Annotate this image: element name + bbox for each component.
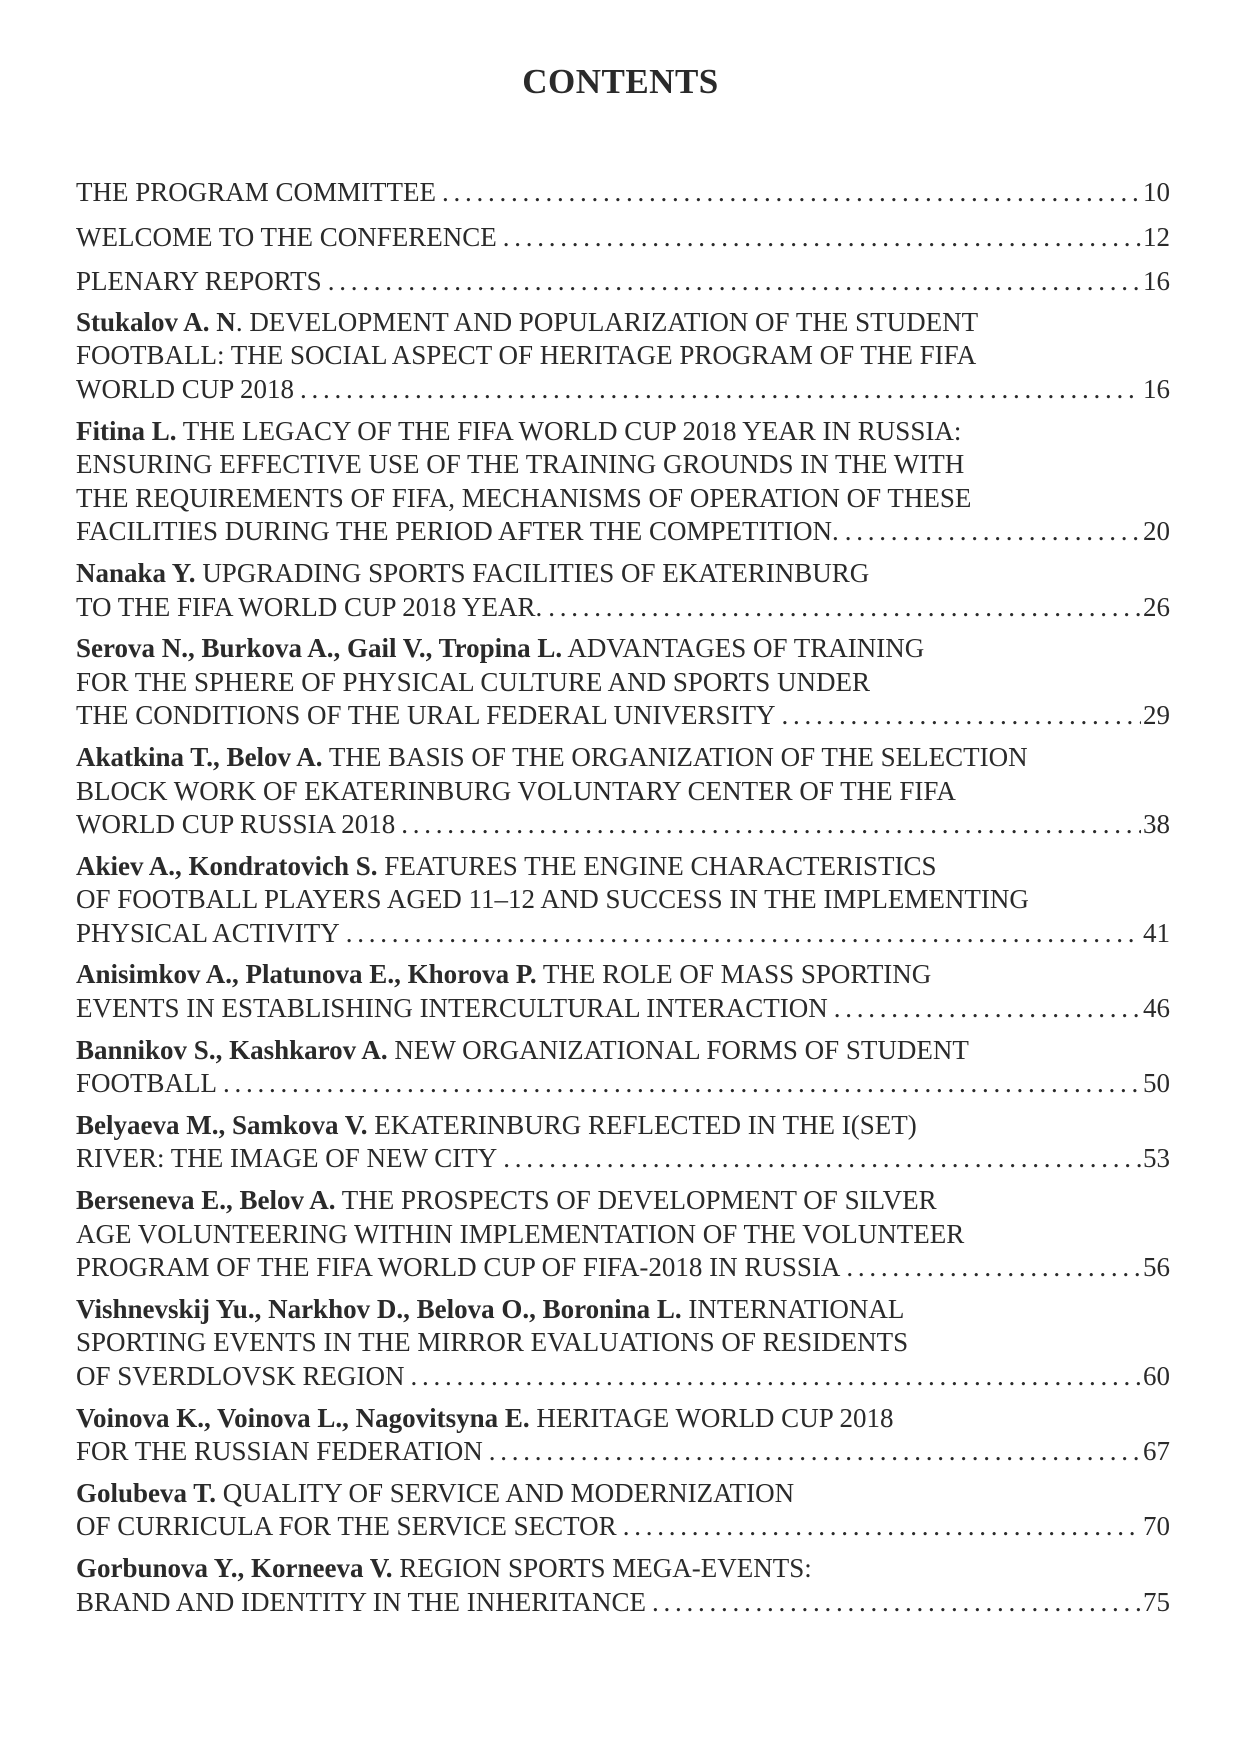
toc-entry-first-line	[76, 1034, 1170, 1068]
toc-page-number: 12	[1143, 221, 1170, 252]
toc-author: Voinova K., Voinova L., Nagovitsyna E.	[76, 1402, 530, 1433]
dot-leader	[503, 1142, 1141, 1176]
toc-entry-title: TO THE FIFA WORLD CUP 2018 YEAR.	[76, 591, 543, 622]
toc-entry[interactable]	[76, 632, 1170, 733]
toc-author: Akatkina T., Belov A.	[76, 741, 323, 772]
toc-entry-title: EVENTS IN ESTABLISHING INTERCULTURAL INTERACTION	[76, 993, 828, 1024]
dot-leader	[623, 1510, 1141, 1544]
toc-title-part: UPGRADING SPORTS FACILITIES OF EKATERINBURG	[195, 557, 870, 588]
toc-entry[interactable]	[76, 265, 1170, 299]
toc-entry-title: PLENARY REPORTS	[76, 266, 322, 297]
toc-entry[interactable]	[76, 1184, 1170, 1285]
toc-entry-first-line	[76, 1402, 1170, 1436]
toc-title-part: ADVANTAGES OF TRAINING	[562, 633, 925, 664]
toc-entry-last-line	[76, 176, 1170, 210]
toc-entry[interactable]	[76, 1109, 1170, 1176]
toc-title-part: HERITAGE WORLD CUP 2018	[529, 1402, 894, 1433]
toc-author: Fitina L.	[76, 415, 177, 446]
toc-page-number: 67	[1143, 1436, 1170, 1467]
toc-author: Stukalov A. N	[76, 306, 236, 337]
dot-leader	[503, 221, 1141, 255]
toc-entry-title: FOOTBALL	[76, 1068, 217, 1099]
dot-leader	[328, 265, 1141, 299]
toc-entry-first-line	[76, 632, 1170, 666]
toc-entry-title: THE PROGRAM COMMITTEE	[76, 177, 437, 207]
dot-leader	[346, 917, 1141, 951]
toc-entry[interactable]	[76, 557, 1170, 624]
toc-page-number: 16	[1143, 266, 1170, 297]
toc-entry-first-line	[76, 1477, 1170, 1511]
toc-entry-first-line	[76, 958, 1170, 992]
toc-author: Anisimkov A., Platunova E., Khorova P.	[76, 959, 537, 990]
toc-entry-line: FOOTBALL: THE SOCIAL ASPECT OF HERITAGE PROGRAM OF THE FIFA	[76, 340, 977, 371]
toc-author: Serova N., Burkova A., Gail V., Tropina L.	[76, 633, 563, 664]
toc-entry-title: WORLD CUP RUSSIA 2018	[76, 809, 396, 840]
toc-entry-line: AGE VOLUNTEERING WITHIN IMPLEMENTATION OF THE VOLUNTEER	[76, 1218, 965, 1249]
toc-entry-last-line	[76, 221, 1170, 255]
toc-entry-last-line	[76, 992, 1170, 1026]
toc-entry[interactable]	[76, 1402, 1170, 1469]
dot-leader	[411, 1360, 1141, 1394]
toc-title-part: THE ROLE OF MASS SPORTING	[536, 959, 932, 990]
toc-entry-last-line	[76, 1435, 1170, 1469]
page-title: CONTENTS	[522, 62, 719, 101]
toc-author: Akiev A., Kondratovich S.	[76, 850, 378, 881]
toc-title-part: . DEVELOPMENT AND POPULARIZATION OF THE STUDENT	[235, 306, 979, 337]
dot-leader	[300, 373, 1141, 407]
toc-page-number: 50	[1143, 1068, 1170, 1099]
toc-entry-first-line	[76, 1293, 1170, 1327]
dot-leader	[489, 1435, 1141, 1469]
toc-author: Belyaeva M., Samkova V.	[76, 1109, 368, 1140]
toc-entry[interactable]	[76, 306, 1170, 407]
table-of-contents	[76, 176, 1170, 1619]
toc-entry[interactable]	[76, 1477, 1170, 1544]
toc-entry-last-line	[76, 373, 1170, 407]
toc-entry-title: OF SVERDLOVSK REGION	[76, 1361, 405, 1391]
toc-entry[interactable]	[76, 741, 1170, 842]
toc-page-number: 46	[1143, 993, 1170, 1024]
toc-entry-title: FACILITIES DURING THE PERIOD AFTER THE COMPETITION.	[76, 516, 839, 547]
toc-author: Golubeva T.	[76, 1477, 217, 1508]
toc-entry-first-line	[76, 1552, 1170, 1586]
toc-page-number: 29	[1143, 700, 1170, 731]
toc-entry[interactable]	[76, 1034, 1170, 1101]
toc-page-number: 26	[1143, 591, 1170, 622]
dot-leader	[834, 992, 1141, 1026]
toc-title-part: FEATURES THE ENGINE CHARACTERISTICS	[377, 850, 937, 881]
toc-entry-first-line	[76, 850, 1170, 884]
toc-page-number: 53	[1143, 1143, 1170, 1174]
toc-author: Bannikov S., Kashkarov A.	[76, 1034, 388, 1065]
toc-entry-title: PROGRAM OF THE FIFA WORLD CUP OF FIFA-2018 IN RUSSIA	[76, 1252, 841, 1283]
toc-title-part: NEW ORGANIZATIONAL FORMS OF STUDENT	[387, 1034, 969, 1065]
dot-leader	[652, 1586, 1141, 1620]
dot-leader	[401, 808, 1141, 842]
toc-page-number: 38	[1143, 809, 1170, 840]
toc-entry-first-line	[76, 1109, 1170, 1143]
toc-entry-last-line	[76, 1142, 1170, 1176]
toc-entry-line: OF FOOTBALL PLAYERS AGED 11–12 AND SUCCESS IN THE IMPLEMENTING	[76, 884, 1029, 915]
toc-entry[interactable]	[76, 176, 1170, 210]
toc-entry-last-line	[76, 1067, 1170, 1101]
toc-entry-line: FOR THE SPHERE OF PHYSICAL CULTURE AND SPORTS UNDER	[76, 666, 871, 697]
dot-leader	[846, 1251, 1141, 1285]
toc-entry-last-line	[76, 1251, 1170, 1285]
toc-entry-last-line	[76, 515, 1170, 549]
toc-title-part: THE PROSPECTS OF DEVELOPMENT OF SILVER	[335, 1185, 937, 1216]
dot-leader	[442, 176, 1141, 210]
toc-entry-title: BRAND AND IDENTITY IN THE INHERITANCE	[76, 1586, 647, 1617]
toc-entry-first-line	[76, 1184, 1170, 1218]
toc-entry-first-line	[76, 741, 1170, 775]
toc-entry-title: RIVER: THE IMAGE OF NEW CITY	[76, 1143, 498, 1174]
toc-entry-title: OF CURRICULA FOR THE SERVICE SECTOR	[76, 1511, 617, 1542]
toc-title-part: THE BASIS OF THE ORGANIZATION OF THE SELECTION	[322, 741, 1028, 772]
toc-entry-title: PHYSICAL ACTIVITY	[76, 917, 340, 948]
toc-entry-line: BLOCK WORK OF EKATERINBURG VOLUNTARY CENTER OF THE FIFA	[76, 775, 956, 806]
toc-entry-line: ENSURING EFFECTIVE USE OF THE TRAINING GROUNDS IN THE WITH	[76, 449, 965, 480]
toc-entry-line: THE REQUIREMENTS OF FIFA, MECHANISMS OF OPERATION OF THESE	[76, 482, 972, 513]
toc-entry-first-line	[76, 415, 1170, 449]
toc-title-part: INTERNATIONAL	[681, 1293, 905, 1324]
toc-entry[interactable]	[76, 221, 1170, 255]
toc-entry-title: WORLD CUP 2018	[76, 373, 295, 404]
toc-entry-last-line	[76, 591, 1170, 625]
toc-author: Berseneva E., Belov A.	[76, 1185, 336, 1216]
dot-leader	[781, 699, 1141, 733]
dot-leader	[845, 515, 1141, 549]
toc-entry-last-line	[76, 699, 1170, 733]
toc-page-number: 60	[1143, 1361, 1170, 1391]
toc-entry[interactable]	[76, 415, 1170, 549]
toc-entry-last-line	[76, 1510, 1170, 1544]
toc-entry[interactable]	[76, 958, 1170, 1025]
toc-entry-last-line	[76, 808, 1170, 842]
toc-entry-last-line	[76, 1586, 1170, 1620]
toc-author: Nanaka Y.	[76, 557, 196, 588]
toc-entry-title: THE CONDITIONS OF THE URAL FEDERAL UNIVERSITY	[76, 700, 776, 731]
toc-page-number: 20	[1143, 516, 1170, 547]
toc-entry[interactable]	[76, 1552, 1170, 1619]
toc-entry-last-line	[76, 265, 1170, 299]
toc-entry[interactable]	[76, 1293, 1170, 1394]
toc-entry-last-line	[76, 917, 1170, 951]
toc-title-part: QUALITY OF SERVICE AND MODERNIZATION	[216, 1477, 795, 1508]
toc-entry-first-line	[76, 306, 1170, 340]
toc-entry-line: SPORTING EVENTS IN THE MIRROR EVALUATIONS OF RESIDENTS	[76, 1327, 909, 1358]
toc-page-number: 41	[1143, 917, 1170, 948]
toc-page-number: 70	[1143, 1511, 1170, 1542]
dot-leader	[223, 1067, 1141, 1101]
toc-entry-first-line	[76, 557, 1170, 591]
toc-page-number: 16	[1143, 373, 1170, 404]
toc-page-number: 10	[1143, 177, 1170, 207]
toc-entry-title: FOR THE RUSSIAN FEDERATION	[76, 1436, 483, 1467]
toc-entry-title: WELCOME TO THE CONFERENCE	[76, 221, 497, 252]
toc-author: Gorbunova Y., Korneeva V.	[76, 1552, 393, 1583]
toc-entry[interactable]	[76, 850, 1170, 951]
toc-page-number: 75	[1143, 1586, 1170, 1617]
toc-entry-last-line	[76, 1360, 1170, 1394]
toc-author: Vishnevskij Yu., Narkhov D., Belova O., Boronina L.	[76, 1293, 682, 1324]
toc-page-number: 56	[1143, 1252, 1170, 1283]
toc-title-part: EKATERINBURG REFLECTED IN THE I(SET)	[367, 1109, 917, 1140]
toc-title-part: REGION SPORTS MEGA-EVENTS:	[392, 1552, 812, 1583]
toc-title-part: THE LEGACY OF THE FIFA WORLD CUP 2018 YEAR IN RUSSIA:	[176, 415, 962, 446]
dot-leader	[548, 591, 1141, 625]
